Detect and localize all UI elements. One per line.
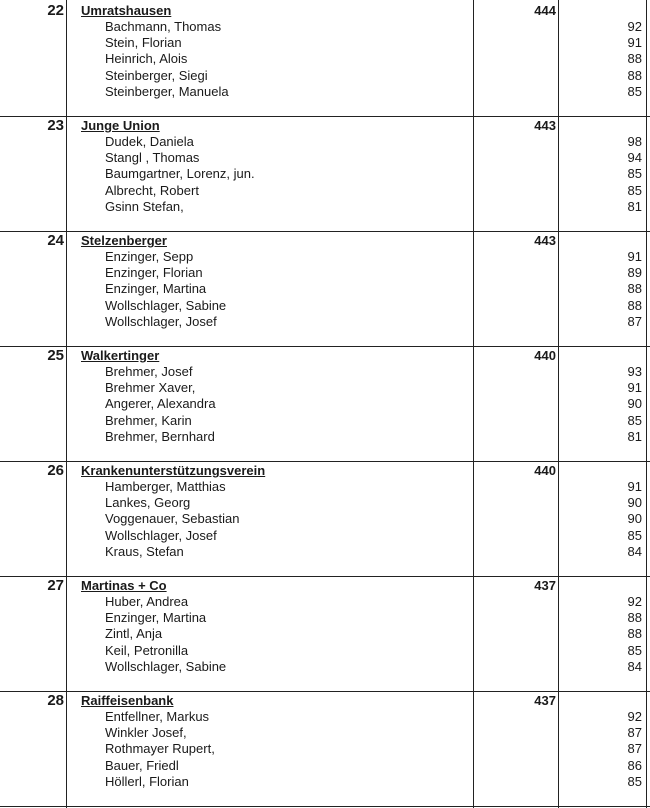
member-score: 90	[627, 511, 642, 527]
member-name: Kraus, Stefan	[105, 543, 184, 559]
member-score: 92	[627, 19, 642, 34]
member-score: 81	[627, 198, 642, 214]
member-name: Winkler Josef,	[105, 725, 187, 741]
member-row	[0, 495, 650, 511]
member-row	[0, 68, 650, 84]
member-name: Brehmer Xaver,	[105, 380, 196, 396]
team-name: Walkertinger	[81, 348, 160, 363]
member-row	[0, 183, 650, 199]
member-score: 92	[627, 709, 642, 724]
member-score: 88	[627, 610, 642, 626]
member-score: 85	[627, 182, 642, 198]
member-name: Enzinger, Sepp	[105, 249, 194, 264]
member-row	[0, 413, 650, 429]
member-name: Steinberger, Manuela	[105, 83, 229, 99]
member-name: Höllerl, Florian	[105, 773, 189, 789]
team-rank: 24	[47, 232, 64, 249]
member-score: 90	[627, 396, 642, 412]
team-block	[0, 347, 650, 462]
member-row	[0, 479, 650, 495]
member-name: Enzinger, Martina	[105, 610, 207, 626]
team-total: 440	[534, 463, 556, 478]
team-name: Raiffeisenbank	[81, 693, 174, 708]
member-row	[0, 528, 650, 544]
member-score: 89	[627, 265, 642, 281]
member-score: 94	[627, 150, 642, 166]
member-score: 85	[627, 773, 642, 789]
team-name: Stelzenberger	[81, 233, 167, 248]
member-name: Stangl , Thomas	[105, 150, 200, 166]
member-score: 87	[627, 725, 642, 741]
member-name: Zintl, Anja	[105, 626, 163, 642]
member-row	[0, 281, 650, 297]
member-row	[0, 511, 650, 527]
team-name: Junge Union	[81, 118, 160, 133]
member-score: 85	[627, 527, 642, 543]
member-name: Heinrich, Alois	[105, 51, 188, 67]
member-row	[0, 758, 650, 774]
member-score: 88	[627, 297, 642, 313]
member-score: 91	[627, 479, 642, 494]
member-row	[0, 298, 650, 314]
member-score: 88	[627, 51, 642, 67]
member-row	[0, 626, 650, 642]
member-row	[0, 659, 650, 675]
member-score: 93	[627, 364, 642, 379]
member-score: 91	[627, 249, 642, 264]
team-block	[0, 577, 650, 692]
member-name: Lankes, Georg	[105, 495, 191, 511]
member-score: 84	[627, 543, 642, 559]
member-score: 85	[627, 83, 642, 99]
member-row	[0, 265, 650, 281]
member-row	[0, 84, 650, 100]
member-score: 88	[627, 626, 642, 642]
member-name: Wollschlager, Sabine	[105, 297, 227, 313]
member-score: 86	[627, 757, 642, 773]
member-row	[0, 19, 650, 35]
member-row	[0, 709, 650, 725]
member-row	[0, 364, 650, 380]
team-total: 440	[534, 348, 556, 363]
member-name: Brehmer, Josef	[105, 364, 193, 379]
member-score: 92	[627, 594, 642, 609]
member-name: Gsinn Stefan,	[105, 198, 184, 214]
member-name: Hamberger, Matthias	[105, 479, 226, 494]
team-name: Martinas + Co	[81, 578, 167, 593]
member-score: 85	[627, 412, 642, 428]
member-row	[0, 429, 650, 445]
member-row	[0, 774, 650, 790]
team-name: Umratshausen	[81, 3, 172, 18]
member-name: Rothmayer Rupert,	[105, 741, 215, 757]
member-score: 98	[627, 134, 642, 149]
member-row	[0, 249, 650, 265]
member-row	[0, 35, 650, 51]
member-name: Wollschlager, Josef	[105, 527, 217, 543]
member-row	[0, 150, 650, 166]
member-name: Albrecht, Robert	[105, 182, 199, 198]
member-score: 91	[627, 35, 642, 51]
member-row	[0, 544, 650, 560]
member-score: 85	[627, 166, 642, 182]
member-row	[0, 610, 650, 626]
member-name: Voggenauer, Sebastian	[105, 511, 240, 527]
member-name: Bauer, Friedl	[105, 757, 179, 773]
team-total: 444	[534, 3, 556, 18]
team-total: 437	[534, 693, 556, 708]
team-name: Krankenunterstützungsverein	[81, 463, 266, 478]
team-block	[0, 2, 650, 117]
member-row	[0, 741, 650, 757]
member-score: 81	[627, 428, 642, 444]
member-name: Bachmann, Thomas	[105, 19, 222, 34]
team-rank: 26	[47, 462, 64, 479]
team-block	[0, 232, 650, 347]
member-name: Enzinger, Martina	[105, 281, 207, 297]
member-score: 91	[627, 380, 642, 396]
member-name: Wollschlager, Josef	[105, 313, 217, 329]
member-name: Wollschlager, Sabine	[105, 658, 227, 674]
member-row	[0, 725, 650, 741]
member-name: Huber, Andrea	[105, 594, 189, 609]
member-name: Stein, Florian	[105, 35, 182, 51]
team-rank: 28	[47, 692, 64, 709]
team-total: 437	[534, 578, 556, 593]
member-score: 87	[627, 313, 642, 329]
member-name: Keil, Petronilla	[105, 642, 189, 658]
member-score: 90	[627, 495, 642, 511]
member-row	[0, 643, 650, 659]
member-score: 88	[627, 281, 642, 297]
member-row	[0, 166, 650, 182]
member-name: Steinberger, Siegi	[105, 67, 208, 83]
team-block	[0, 117, 650, 232]
member-row	[0, 396, 650, 412]
member-row	[0, 51, 650, 67]
member-row	[0, 134, 650, 150]
team-total: 443	[534, 118, 556, 133]
team-block	[0, 462, 650, 577]
member-name: Dudek, Daniela	[105, 134, 194, 149]
member-name: Enzinger, Florian	[105, 265, 203, 281]
team-total: 443	[534, 233, 556, 248]
member-score: 87	[627, 741, 642, 757]
member-row	[0, 594, 650, 610]
member-score: 85	[627, 642, 642, 658]
team-rank: 27	[47, 577, 64, 594]
member-score: 84	[627, 658, 642, 674]
team-rank: 25	[47, 347, 64, 364]
member-row	[0, 314, 650, 330]
member-name: Baumgartner, Lorenz, jun.	[105, 166, 255, 182]
member-row	[0, 380, 650, 396]
team-block	[0, 692, 650, 807]
member-name: Brehmer, Karin	[105, 412, 192, 428]
member-score: 88	[627, 67, 642, 83]
team-rank: 23	[47, 117, 64, 134]
member-name: Angerer, Alexandra	[105, 396, 216, 412]
member-name: Brehmer, Bernhard	[105, 428, 215, 444]
member-name: Entfellner, Markus	[105, 709, 210, 724]
team-rank: 22	[47, 2, 64, 19]
member-row	[0, 199, 650, 215]
